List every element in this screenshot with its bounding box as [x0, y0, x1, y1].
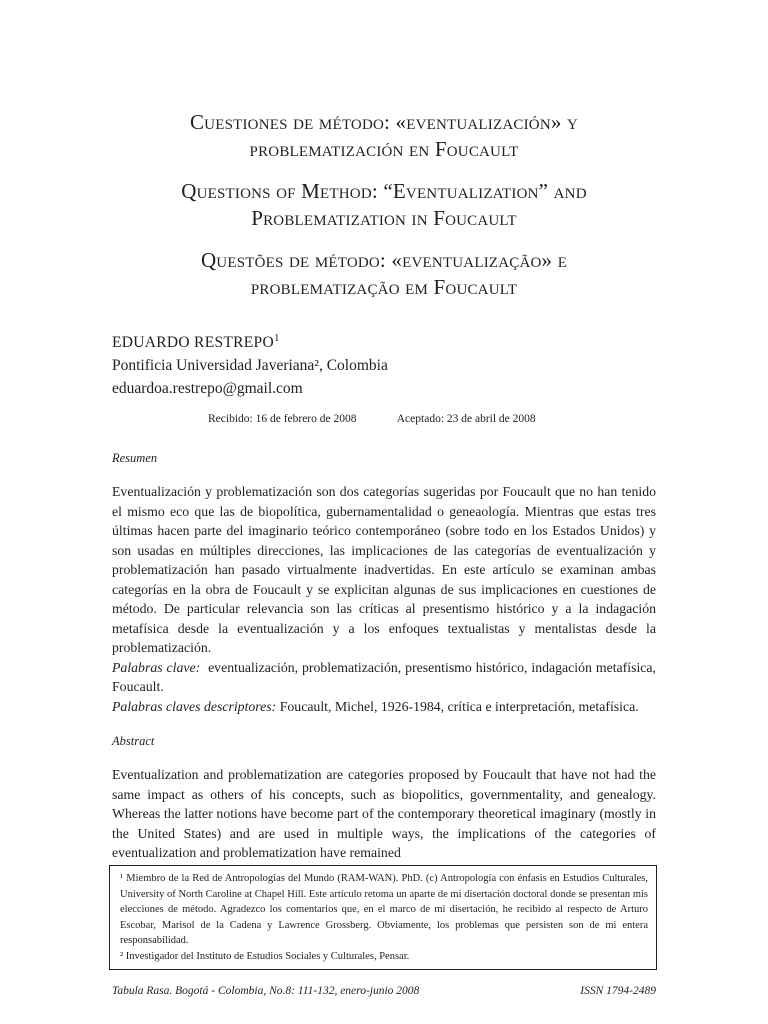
descriptors-label: Palabras claves descriptores:	[112, 698, 277, 714]
title-english	[0, 179, 768, 233]
issn: ISSN 1794-2489	[580, 985, 656, 997]
title-portuguese-line-1: Questões de método: «eventualização» e	[200, 248, 568, 272]
title-portuguese	[0, 248, 768, 302]
accepted-date: Aceptado: 23 de abril de 2008	[396, 413, 536, 425]
title-spanish-line-1: Cuestiones de método: «eventualización» y	[189, 110, 579, 134]
resumen-section	[112, 482, 656, 716]
title-english-line-2: Problematization in Foucault	[251, 206, 517, 230]
title-spanish-line-2: problematización en Foucault	[249, 137, 519, 161]
author-email[interactable]: eduardoa.restrepo@gmail.com	[112, 380, 303, 398]
author-block	[112, 327, 388, 400]
author-name	[112, 327, 388, 354]
abstract-heading: Abstract	[112, 734, 155, 748]
title-portuguese-line-2: problematização em Foucault	[250, 275, 518, 299]
footnotes-box	[109, 865, 657, 970]
submission-dates	[208, 413, 574, 425]
descriptors-text: Foucault, Michel, 1926-1984, crítica e interpretación, metafísica.	[279, 698, 639, 714]
keywords-line	[112, 658, 656, 697]
keywords-label: Palabras clave:	[112, 659, 201, 675]
title-spanish	[0, 110, 768, 164]
abstract-body: Eventualization and problematization are categories proposed by Foucault that have not had the same impact as others of his concepts, such as biopolitics, governmentality, and genealogy. Whereas the latter notions have become part of the contemporary theoretical imaginary (mostly in the United States) and are used in multiple ways, the implications of the categories of eventualization and problematization have remained	[112, 767, 656, 860]
author-affiliation: Pontificia Universidad Javeriana², Colombia	[112, 357, 388, 375]
footnote-2: ² Investigador del Instituto de Estudios Sociales y Culturales, Pensar.	[120, 950, 410, 962]
author-footnote-marker[interactable]: 1	[273, 332, 280, 344]
journal-citation: Tabula Rasa. Bogotá - Colombia, No.8: 111-132, enero-junio 2008	[112, 985, 420, 997]
page-footer	[112, 985, 656, 997]
footnote-1: ¹ Miembro de la Red de Antropologías del Mundo (RAM-WAN). PhD. (c) Antropología con énfasis en Estudios Culturales, University of North Caroline at Chapel Hill. Este artículo retoma un aparte de mi disertación doctoral donde se presentan mis elecciones de método. Agradezco los comentarios que, en el marco de mi disertación, he recibido al respecto de Arturo Escobar, Marisol de la Cadena y Lawrence Grossberg. Obviamente, los problemas que persisten son de mi entera responsabilidad.	[120, 873, 648, 946]
descriptors-line	[112, 697, 656, 717]
resumen-body: Eventualización y problematización son dos categorías sugeridas por Foucault que no han tenido el mismo eco que las de biopolítica, gubernamentalidad o geneaología. Mientras que estas tres últimas hacen parte del imaginario teórico contemporáneo (sobre todo en los Estados Unidos) y son usadas en múltiples direcciones, las implicaciones de las categorías de eventualización y problematización han pasado virtualmente inadvertidas. En este artículo se examinan ambas categorías en la obra de Foucault y se explicitan algunas de sus implicaciones en cuestiones de método. De particular relevancia son las críticas al presentismo histórico y a la indagación metafísica desde la eventualización y a los enfoques textualistas y mentalistas desde la problematización.	[112, 484, 656, 655]
title-english-line-1: Questions of Method: “Eventualization” and	[181, 179, 587, 203]
resumen-heading: Resumen	[112, 451, 158, 465]
received-date: Recibido: 16 de febrero de 2008	[208, 413, 357, 425]
keywords-text: eventualización, problematización, presentismo histórico, indagación metafísica, Foucault.	[112, 659, 656, 694]
author-name-text: EDUARDO RESTREPO	[112, 334, 274, 352]
